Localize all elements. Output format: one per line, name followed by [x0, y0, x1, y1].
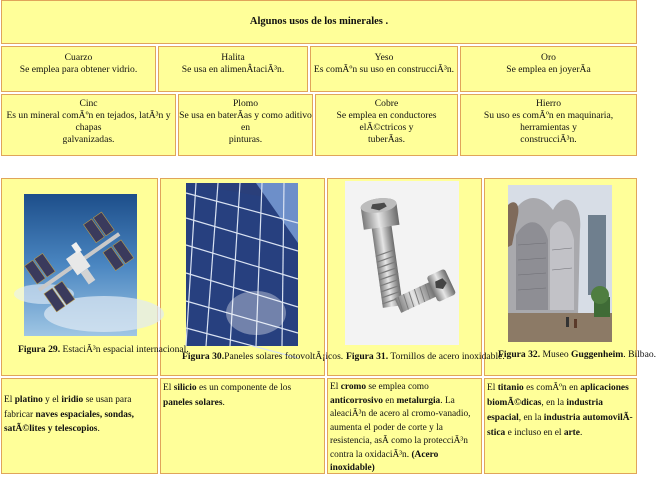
guggenheim-illustration	[508, 185, 612, 342]
figure-caption-post: . Bilbao.	[623, 349, 656, 360]
mineral-cell-halita	[158, 46, 308, 92]
table-title	[1, 0, 637, 44]
desc-bold: titanio	[497, 383, 524, 393]
mineral-name: Yeso	[374, 52, 394, 63]
figure-label: Figura 30.	[182, 351, 225, 362]
figure-label: Figura 29.	[18, 344, 61, 355]
screws-photo	[345, 181, 459, 345]
mineral-use-line: construcciÃ³n.	[520, 134, 577, 145]
mineral-cell-cuarzo	[1, 46, 156, 92]
desc-text: . La aleaciÃ³n de acero al cromo-vanadio, aumenta el poder de corte y la resistencia, asÃ como la protecciÃ³n contra la oxidaciÃ³n.	[330, 395, 471, 460]
desc-text: , en la	[541, 398, 567, 408]
figure-caption-text: EstaciÃ³n espacial internacional.	[62, 344, 189, 355]
mineral-use-line: Se usa en baterÃas y como aditivo en	[179, 110, 312, 133]
description-platino-iridio	[1, 378, 158, 474]
desc-bold: platino	[14, 395, 43, 405]
mineral-use: Se emplea para obtener vidrio.	[19, 64, 138, 75]
figure-label: Figura 32.	[498, 349, 541, 360]
figure-32-caption	[498, 349, 656, 361]
desc-bold: paneles solares	[163, 397, 223, 408]
desc-bold: aplicaciones biomÃ©dicas	[487, 383, 629, 408]
mineral-use: Se usa en alimenÂtaciÃ³n.	[181, 64, 285, 75]
mineral-use-line: Se emplea en conductores elÃ©ctricos y	[336, 110, 437, 133]
mineral-cell-yeso	[310, 46, 458, 92]
desc-text: .	[579, 428, 583, 438]
mineral-use: Es comÃºn su uso en construcciÃ³n.	[313, 64, 455, 75]
figure-label: Figura 31.	[346, 351, 389, 362]
mineral-cell-cobre	[315, 94, 458, 156]
desc-bold: iridio	[61, 395, 84, 405]
mineral-cell-plomo	[178, 94, 313, 156]
space-station-illustration	[24, 194, 137, 336]
desc-bold: naves espaciales, sondas, satÃ©lites y telescopios	[4, 409, 134, 434]
desc-bold: anticorrosivo	[330, 395, 383, 406]
desc-text: .	[222, 397, 225, 408]
figure-caption-text: Tornillos de acero inoxidable.	[390, 351, 505, 362]
mineral-use-line: Su uso es comÃºn en maquinaria, herramientas y	[483, 110, 614, 133]
mineral-name: Cuarzo	[64, 52, 93, 63]
mineral-cell-oro	[460, 46, 637, 92]
figure-caption-pre: Museo	[542, 349, 572, 360]
desc-text: se usan para fabricar	[4, 395, 132, 420]
mineral-cell-hierro	[460, 94, 637, 156]
mineral-name: Oro	[541, 52, 556, 63]
desc-text: en	[382, 395, 397, 406]
desc-text: El	[330, 382, 341, 392]
desc-text: El	[487, 383, 498, 393]
mineral-name: Cinc	[79, 98, 98, 109]
desc-bold: metalurgia	[396, 395, 441, 406]
desc-text: El	[4, 395, 15, 405]
solar-panels-photo	[186, 183, 298, 346]
desc-text: El	[163, 383, 174, 393]
mineral-cell-cinc	[1, 94, 176, 156]
figure-30-caption	[182, 351, 343, 363]
mineral-use-line: galvanizadas.	[62, 134, 115, 145]
description-titanio	[484, 378, 637, 474]
desc-text: , en la	[518, 413, 544, 423]
guggenheim-photo	[508, 185, 612, 342]
space-station-photo	[24, 194, 137, 336]
mineral-name: Plomo	[232, 98, 259, 109]
mineral-use-line: tuberÃas.	[367, 134, 406, 145]
mineral-name: Cobre	[374, 98, 399, 109]
desc-bold: silicio	[173, 383, 197, 393]
desc-bold: cromo	[340, 382, 367, 392]
mineral-name: Hierro	[535, 98, 562, 109]
solar-panels-illustration	[186, 183, 298, 346]
screws-illustration	[345, 181, 459, 345]
table-title-text: Algunos usos de los minerales .	[249, 16, 389, 27]
figure-caption-bold: Guggenheim	[571, 349, 624, 360]
mineral-name: Halita	[221, 52, 245, 63]
desc-text: y el	[42, 395, 62, 405]
desc-text: se emplea como	[366, 382, 429, 392]
desc-bold: arte	[563, 428, 580, 438]
figure-caption-text: Paneles solares fotovoltÃ¡icos.	[224, 351, 344, 362]
mineral-use-line: Es un mineral comÃºn en tejados, latÃ³n y chapas	[6, 110, 171, 133]
figure-29-caption	[18, 344, 189, 356]
desc-bold: (Acero inoxidable)	[330, 449, 439, 473]
description-silicio	[160, 378, 325, 474]
desc-text: e incluso en el	[505, 428, 564, 438]
mineral-use: Se emplea en joyerÃa	[506, 64, 591, 75]
desc-bold: industria automovilÃstica	[487, 413, 633, 438]
description-cromo	[327, 378, 482, 474]
desc-text: es un componente de los	[196, 383, 292, 393]
desc-bold: industria espacial	[487, 398, 603, 423]
mineral-use-line: pinturas.	[228, 134, 263, 145]
desc-text: .	[97, 424, 100, 434]
figure-31-caption	[346, 351, 505, 363]
desc-text: es comÃºn en	[523, 383, 581, 393]
